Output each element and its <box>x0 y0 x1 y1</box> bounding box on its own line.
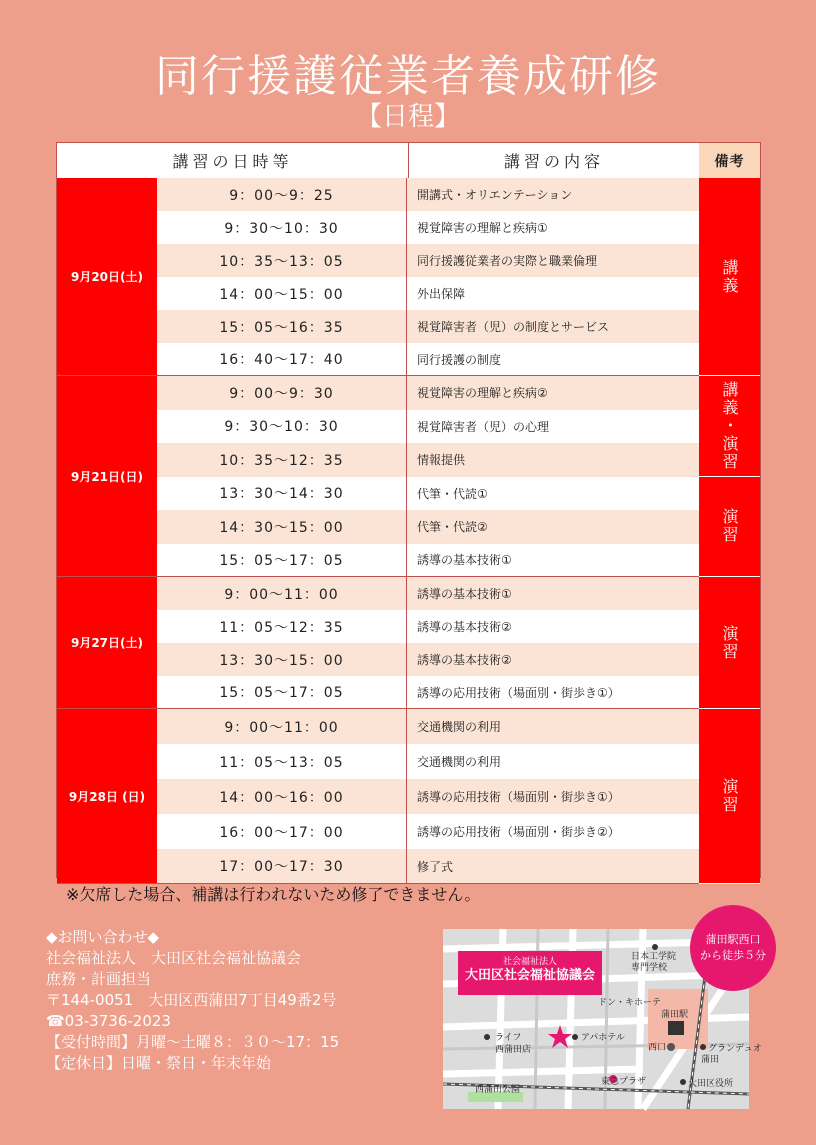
row-content: 同行援護従業者の実際と職業倫理 <box>417 254 598 268</box>
row-content: 誘導の応用技術（場面別・街歩き①） <box>417 685 620 700</box>
org-label-box <box>458 951 602 995</box>
row-time: 15：05～17：05 <box>157 676 407 708</box>
map-label-life2: 西蒲田店 <box>495 1045 532 1055</box>
table-row <box>157 443 699 477</box>
contact-dept: 庶務・計画担当 <box>46 970 152 988</box>
table-row <box>157 610 699 643</box>
org-big: 大田区社会福祉協議会 <box>464 968 595 983</box>
row-time: 11：05～13：05 <box>157 744 407 779</box>
row-content: 視覚障害の理解と疾病① <box>417 221 548 235</box>
map-label-granduo1: グランデュオ <box>708 1044 762 1054</box>
table-row <box>157 310 699 343</box>
row-content: 誘導の基本技術② <box>417 653 512 667</box>
table-row <box>157 643 699 676</box>
row-time: 13：30～14：30 <box>157 477 407 511</box>
row-content: 視覚障害者（児）の心理 <box>417 419 550 434</box>
table-row <box>157 178 699 211</box>
row-time: 14：00～15：00 <box>157 277 407 310</box>
row-time: 11：05～12：35 <box>157 610 407 643</box>
contact-heading: ◆お問い合わせ◆ <box>46 928 160 946</box>
row-content: 誘導の応用技術（場面別・街歩き②） <box>417 825 620 839</box>
row-content: 交通機関の利用 <box>417 755 502 769</box>
day-label: 9月21日(日) <box>57 376 157 577</box>
page-title: 同行援護従業者養成研修 <box>155 51 661 102</box>
row-content: 誘導の基本技術② <box>417 620 512 634</box>
contact-address: 〒144-0051 大田区西蒲田7丁目49番2号 <box>46 991 337 1009</box>
map-label-tokyu: 東急プラザ <box>601 1077 647 1087</box>
org-small: 社会福祉法人 <box>502 957 557 967</box>
notes-cell: 演習 <box>699 709 760 884</box>
row-content: 情報提供 <box>417 453 466 468</box>
map-label-school1: 日本工学院 <box>631 952 677 962</box>
row-content: 誘導の基本技術① <box>417 587 512 601</box>
map-label-apa: アパホテル <box>581 1033 625 1043</box>
table-row <box>157 376 699 410</box>
table-row <box>157 211 699 244</box>
table-row <box>157 676 699 709</box>
row-time: 9：00～11：00 <box>157 709 407 744</box>
table-row <box>157 410 699 444</box>
contact-closed: 【定休日】日曜・祭日・年末年始 <box>46 1054 272 1072</box>
page-subtitle: 【日程】 <box>355 102 460 132</box>
badge-line1: 蒲田駅西口 <box>705 933 761 946</box>
row-content: 誘導の応用技術（場面別・街歩き①） <box>417 790 620 804</box>
map-label-life1: ライフ <box>495 1033 522 1043</box>
header-content: 講習の内容 <box>409 143 699 179</box>
row-content: 代筆・代読① <box>417 486 488 501</box>
header-notes: 備考 <box>699 143 760 179</box>
row-time: 13：30～15：00 <box>157 643 407 676</box>
row-content: 開講式・オリエンテーション <box>417 188 573 202</box>
row-content: 交通機関の利用 <box>417 720 502 734</box>
row-time: 15：05～16：35 <box>157 310 407 343</box>
row-content: 視覚障害者（児）の制度とサービス <box>417 320 610 334</box>
table-row <box>157 849 699 884</box>
row-time: 16：40～17：40 <box>157 343 407 375</box>
table-row <box>157 244 699 277</box>
day-label: 9月28日 (日) <box>57 709 157 884</box>
row-time: 10：35～13：05 <box>157 244 407 277</box>
table-row <box>157 744 699 779</box>
map-label-donki: ドン・キホーテ <box>598 998 662 1008</box>
map-label-park: 西蒲田公園 <box>475 1085 521 1095</box>
row-time: 9：00～9：25 <box>157 178 407 211</box>
map-label-station: 蒲田駅 <box>661 1010 689 1020</box>
table-row <box>157 779 699 814</box>
row-time: 16：00～17：00 <box>157 814 407 849</box>
row-content: 誘導の基本技術① <box>417 553 512 568</box>
row-time: 15：05～17：05 <box>157 544 407 577</box>
table-row <box>157 343 699 376</box>
row-time: 14：00～16：00 <box>157 779 407 814</box>
row-time: 9：00～9：30 <box>157 376 407 410</box>
contact-phone: ☎03-3736-2023 <box>46 1012 171 1030</box>
row-time: 10：35～12：35 <box>157 443 407 477</box>
table-row <box>157 709 699 744</box>
table-row <box>157 510 699 544</box>
notes-cell: 講義・演習 <box>699 376 760 477</box>
day-label: 9月20日(土) <box>57 178 157 376</box>
schedule-table <box>56 142 761 878</box>
table-row <box>157 577 699 610</box>
notes-cell: 講義 <box>699 178 760 376</box>
table-row <box>157 814 699 849</box>
badge-line2: から徒歩５分 <box>700 949 766 962</box>
access-badge <box>690 905 776 991</box>
row-time: 9：30～10：30 <box>157 410 407 444</box>
table-row <box>157 544 699 578</box>
row-content: 視覚障害の理解と疾病② <box>417 386 548 401</box>
map-label-granduo2: 蒲田 <box>701 1055 720 1065</box>
table-row <box>157 277 699 310</box>
row-time: 17：00～17：30 <box>157 849 407 883</box>
map-label-school2: 専門学校 <box>631 963 668 973</box>
contact-org: 社会福祉法人 大田区社会福祉協議会 <box>46 949 302 967</box>
header-datetime: 講習の日時等 <box>57 143 409 179</box>
row-content: 同行援護の制度 <box>417 352 502 367</box>
row-content: 外出保障 <box>417 287 466 301</box>
day-label: 9月27日(土) <box>57 577 157 709</box>
row-time: 14：30～15：00 <box>157 510 407 544</box>
notes-cell: 演習 <box>699 477 760 578</box>
map-label-west: 西口 <box>648 1043 667 1053</box>
contact-hours: 【受付時間】月曜～土曜８：３０～17：15 <box>46 1033 340 1051</box>
row-time: 9：30～10：30 <box>157 211 407 244</box>
row-time: 9：00～11：00 <box>157 577 407 610</box>
map-label-cityhall: 大田区役所 <box>688 1079 734 1089</box>
row-content: 修了式 <box>417 859 454 874</box>
contact-block <box>46 927 339 1074</box>
notes-cell: 演習 <box>699 577 760 709</box>
table-row <box>157 477 699 511</box>
row-content: 代筆・代読② <box>417 520 488 535</box>
footnote: ※欠席した場合、補講は行われないため修了できません。 <box>66 885 481 904</box>
